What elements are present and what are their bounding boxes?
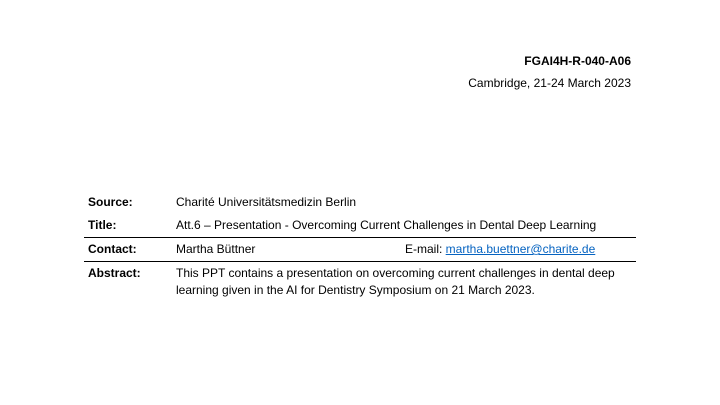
title-value: Att.6 – Presentation - Overcoming Current Challenges in Dental Deep Learning [176, 218, 597, 232]
email-block [405, 241, 595, 258]
document-id: FGAI4H-R-040-A06 [524, 54, 631, 68]
contact-row [84, 238, 636, 262]
abstract-label: Abstract: [84, 262, 172, 303]
document-metadata-table [84, 191, 636, 302]
contact-cell [172, 238, 636, 262]
contact-name: Martha Büttner [176, 242, 256, 256]
abstract-value: This PPT contains a presentation on overcoming current challenges in dental deep learning given in the AI for Dentistry Symposium on 21 March 2023. [172, 262, 636, 303]
title-label: Title: [88, 218, 117, 232]
email-link[interactable]: martha.buettner@charite.de [445, 242, 596, 256]
meeting-place-date: Cambridge, 21-24 March 2023 [468, 76, 631, 90]
source-value: Charité Universitätsmedizin Berlin [176, 195, 357, 209]
contact-label: Contact: [84, 238, 172, 262]
title-row [84, 214, 636, 238]
abstract-row [84, 262, 636, 303]
source-label: Source: [88, 195, 133, 209]
source-row [84, 191, 636, 214]
email-label: E-mail: [405, 242, 446, 256]
